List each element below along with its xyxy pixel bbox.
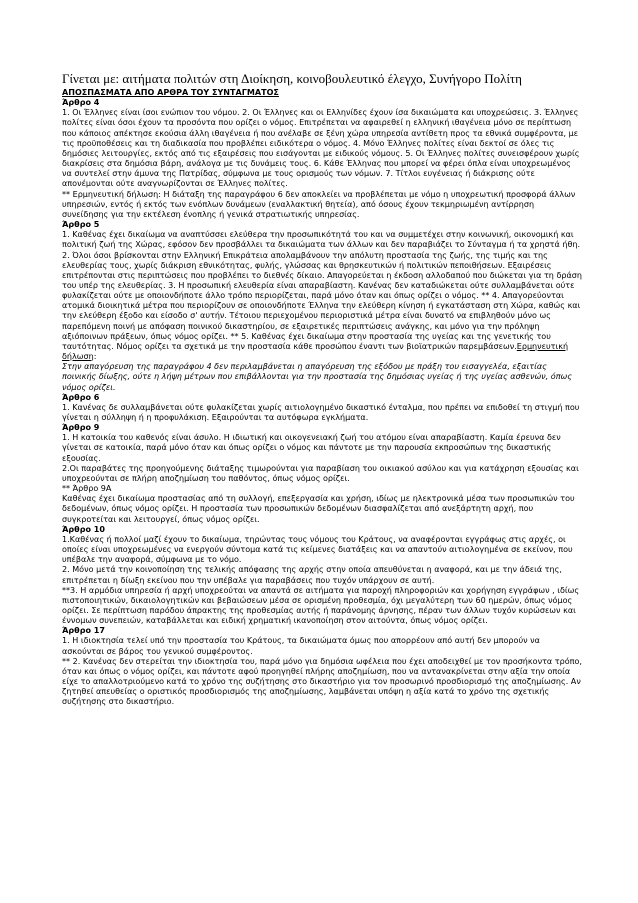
article-5-label: Άρθρο 5 [62, 220, 100, 230]
article-5-note-label: Ερμηνευτική δήλωση [62, 341, 569, 362]
article-5-block: 1. Καθένας έχει δικαίωμα να αναπτύσσει ελεύθερα την προσωπικότητά του και να συμμετέχει στην κοινωνική, οικονομική και πολιτική ζωή της Χώρας, εφόσον δεν προσβάλλει τα δικαιώματα των άλλων και δεν παραβιάζει το Σύνταγμα ή τα χρηστά ήθη. 2. Όλοι όσοι βρίσκονται στην Ελληνική Επικράτεια απολαμβάνουν την απόλυτη προστασία της ζωής, της τιμής και της ελευθερίας τους, χωρίς διάκριση εθνικότητας, φυλής, γλώσσας και θρησκευτικών ή πολιτικών πεποιθήσεων. Εξαιρέσεις επιτρέπονται στις περιπτώσεις που προβλέπει το διεθνές δίκαιο. Απαγορεύεται η έκδοση αλλοδαπού που διώκεται για τη δράση του υπέρ της ελευθερίας. 3. Η προσωπική ελευθερία είναι απαραβίαστη. Κανένας δεν καταδιώκεται ούτε συλλαμβάνεται ούτε φυλακίζεται ούτε με οποιονδήποτε άλλο τρόπο περιορίζεται, παρά μόνο όταν και όπως ορίζει ο νόμος. ** 4. Απαγορεύονται ατομικά διοικητικά μέτρα που περιορίζουν σε οποιονδήποτε Έλληνα την ελεύθερη κίνηση ή εγκατάσταση στη Χώρα, καθώς και την ελεύθερη έξοδο και είσοδο σ' αυτήν. Τέτοιου περιεχομένου περιοριστικά μέτρα είναι δυνατό να επιβληθούν μόνο ως παρεπόμενη ποινή με απόφαση ποινικού δικαστηρίου, σε εξαιρετικές περιπτώσεις ανάγκης, και μόνο για την πρόληψη αξιόποινων πράξεων, όπως νόμος ορίζει. ** 5. Καθένας έχει δικαίωμα στην προστασία της υγείας και της γενετικής του ταυτότητας. Νόμος ορίζει τα σχετικά με την προστασία κάθε προσώπου έναντι των βιοϊατρικών παρεμβάσεων.Ερμηνευτική δήλωση: [62, 230, 582, 362]
article-5-note: Στην απαγόρευση της παραγράφου 4 δεν περιλαμβάνεται η απαγόρευση της εξόδου με πράξη του εισαγγελέα, εξαιτίας ποινικής δίωξης, ούτε η λήψη μέτρων που επιβάλλονται για την προστασία της δημόσιας υγείας ή της υγείας ασθενών, όπως νόμος ορίζει. [62, 362, 573, 392]
article-5-text: 1. Καθένας έχει δικαίωμα να αναπτύσσει ελεύθερα την προσωπικότητά του και να συμμετέχει στην κοινωνική, οικονομική και πολιτική ζωή της Χώρας, εφόσον δεν προσβάλλει τα δικαιώματα των άλλων και δεν παραβιάζει το Σύνταγμα ή τα χρηστά ήθη. 2. Όλοι όσοι βρίσκονται στην Ελληνική Επικράτεια απολαμβάνουν την απόλυτη προστασία της ζωής, της τιμής και της ελευθερίας τους, χωρίς διάκριση εθνικότητας, φυλής, γλώσσας και θρησκευτικών ή πολιτικών πεποιθήσεων. Εξαιρέσεις επιτρέπονται στις περιπτώσεις που προβλέπει το διεθνές δίκαιο. Απαγορεύεται η έκδοση αλλοδαπού που διώκεται για τη δράση του υπέρ της ελευθερίας. 3. Η προσωπική ελευθερία είναι απαραβίαστη. Κανένας δεν καταδιώκεται ούτε συλλαμβάνεται ούτε φυλακίζεται ούτε με οποιονδήποτε άλλο τρόπο περιορίζεται, παρά μόνο όταν και όπως ορίζει ο νόμος. ** 4. Απαγορεύονται ατομικά διοικητικά μέτρα που περιορίζουν σε οποιονδήποτε Έλληνα την ελεύθερη κίνηση ή εγκατάσταση στη Χώρα, καθώς και την ελεύθερη έξοδο και είσοδο σ' αυτήν. Τέτοιου περιεχομένου περιοριστικά μέτρα είναι δυνατό να επιβληθούν μόνο ως παρεπόμενη ποινή με απόφαση ποινικού δικαστηρίου, σε εξαιρετικές περιπτώσεις ανάγκης, και μόνο για την πρόληψη αξιόποινων πράξεων, όπως νόμος ορίζει. ** 5. Καθένας έχει δικαίωμα στην προστασία της υγείας και της γενετικής του ταυτότητας. Νόμος ορίζει τα σχετικά με την προστασία κάθε προσώπου έναντι των βιοϊατρικών παρεμβάσεων. [62, 230, 582, 351]
article-17-text-1: 1. Η ιδιοκτησία τελεί υπό την προστασία του Κράτους, τα δικαιώματα όμως που απορρέουν από αυτή δεν μπορούν να ασκούνται σε βάρος του γενικού συμφέροντος. [62, 636, 540, 656]
article-10-label: Άρθρο 10 [62, 524, 105, 534]
article-9-text-2: 2.Οι παραβάτες της προηγούμενης διάταξης τιμωρούνται για παραβίαση του οικιακού ασύλου και για κατάχρηση εξουσίας και υποχρεούνται σε πλήρη αποζημίωση του παθόντος, όπως νόμος ορίζει. [62, 463, 579, 483]
page-title: Γίνεται με: αιτήματα πολιτών στη Διοίκηση, κοινοβουλευτικό έλεγχο, Συνήγορο Πολίτη [62, 71, 522, 86]
article-9a-label: ** Άρθρο 9Α [62, 484, 112, 494]
article-9-label: Άρθρο 9 [62, 423, 100, 433]
article-10-text-2: 2. Μόνο μετά την κοινοποίηση της τελικής απόφασης της αρχής στην οποία απευθύνεται η αναφορά, και με την άδειά της, επιτρέπεται η δίωξη εκείνου που την υπέβαλε για παραβάσεις που τυχόν υπάρχουν σε αυτή. [62, 565, 562, 585]
article-9-text-1: 1. Η κατοικία του καθενός είναι άσυλο. Η ιδιωτική και οικογενειακή ζωή του ατόμου είναι απαραβίαστη. Καμία έρευνα δεν γίνεται σε κατοικία, παρά μόνο όταν και όπως ορίζει ο νόμος και πάντοτε με την παρουσία εκπροσώπων της δικαστικής εξουσίας. [62, 433, 561, 463]
article-4-note: ** Ερμηνευτική δήλωση: Η διάταξη της παραγράφου 6 δεν αποκλείει να προβλέπεται με νόμο η υποχρεωτική προσφορά άλλων υπηρεσιών, εντός ή εκτός των ενόπλων δυνάμεων (εναλλακτική θητεία), από όσους έχουν τεκμηριωμένη αντίρρηση συνείδησης για την εκτέλεση ένοπλης ή γενικά στρατιωτικής υπηρεσίας. [62, 189, 576, 219]
article-9a-text: Καθένας έχει δικαίωμα προστασίας από τη συλλογή, επεξεργασία και χρήση, ιδίως με ηλεκτρονικά μέσα των προσωπικών του δεδομένων, όπως νόμος ορίζει. Η προστασία των προσωπικών δεδομένων διασφαλίζεται από ανεξάρτητη αρχή, που συγκροτείται και λειτουργεί, όπως νόμος ορίζει. [62, 494, 575, 524]
article-10-text-3: **3. Η αρμόδια υπηρεσία ή αρχή υποχρεούται να απαντά σε αιτήματα για παροχή πληροφοριών και χορήγηση εγγράφων , ιδίως πιστοποιητικών, δικαιολογητικών και βεβαιώσεων μέσα σε ορισμένη προθεσμία, όχι μεγαλύτερη των 60 ημερών, όπως νόμος ορίζει. Σε περίπτωση παρόδου άπρακτης της προθεσμίας αυτής ή παράνομης άρνησης, πέραν των άλλων τυχόν κυρώσεων και έννομων συνεπειών, καταβάλλεται και ειδική χρηματική ικανοποίηση στον αιτούντα, όπως νόμος ορίζει. [62, 585, 580, 626]
article-4-text: 1. Οι Έλληνες είναι ίσοι ενώπιον του νόμου. 2. Οι Έλληνες και οι Ελληνίδες έχουν ίσα δικαιώματα και υποχρεώσεις. 3. Έλληνες πολίτες είναι όσοι έχουν τα προσόντα που ορίζει ο νόμος. Επιτρέπεται να αφαιρεθεί η ελληνική ιθαγένεια μόνο σε περίπτωση που κάποιος απέκτησε εκούσια άλλη ιθαγένεια ή που ανέλαβε σε ξένη χώρα υπηρεσία αντίθετη προς τα εθνικά συμφέροντα, με τις προϋποθέσεις και τη διαδικασία που προβλέπει ειδικότερα ο νόμος. 4. Μόνο Έλληνες πολίτες είναι δεκτοί σε όλες τις δημόσιες λειτουργίες, εκτός από τις εξαιρέσεις που εισάγονται με ειδικούς νόμους. 5. Οι Έλληνες πολίτες συνεισφέρουν χωρίς διακρίσεις στα δημόσια βάρη, ανάλογα με τις δυνάμεις τους. 6. Κάθε Έλληνας που μπορεί να φέρει όπλα είναι υποχρεωμένος να συντελεί στην άμυνα της Πατρίδας, σύμφωνα με τους ορισμούς των νόμων. 7. Τίτλοι ευγένειας ή διάκρισης ούτε απονέμονται ούτε αναγνωρίζονται σε Έλληνες πολίτες. [62, 108, 580, 189]
article-6-text: 1. Κανένας δε συλλαμβάνεται ούτε φυλακίζεται χωρίς αιτιολογημένο δικαστικό ένταλμα, που πρέπει να επιδοθεί τη στιγμή που γίνεται η σύλληψη ή η προφυλάκιση. Εξαιρούνται τα αυτόφωρα εγκλήματα. [62, 402, 580, 422]
document-page [62, 71, 582, 708]
article-17-text-2: ** 2. Κανένας δεν στερείται την ιδιοκτησία του, παρά μόνο για δημόσια ωφέλεια που έχει αποδειχθεί με τον προσήκοντα τρόπο, όταν και όπως ο νόμος ορίζει, και πάντοτε αφού προηγηθεί πλήρης αποζημίωση, που να αντανακρίνεται στην αξία την οποία είχε το απαλλοτριούμενο κατά το χρόνο της συζήτησης στο δικαστήριο για τον προσωρινό προσδιορισμό της αποζημίωσης. Αν ζητηθεί απευθείας ο οριστικός προσδιορισμός της αποζημίωσης, λαμβάνεται υπόψη η αξία κατά το χρόνο της σχετικής συζήτησης στο δικαστήριο. [62, 656, 582, 707]
article-10-text-1: 1.Καθένας ή πολλοί μαζί έχουν το δικαίωμα, τηρώντας τους νόμους του Κράτους, να αναφέρονται εγγράφως στις αρχές, οι οποίες είναι υποχρεωμένες να ενεργούν σύντομα κατά τις κείμενες διατάξεις και να απαντούν αιτιολογημένα σε εκείνον, που υπέβαλε την αναφορά, σύμφωνα με το νόμο. [62, 534, 573, 565]
document-heading: ΑΠΟΣΠΑΣΜΑΤΑ ΑΠΟ ΑΡΘΡΑ ΤΟΥ ΣΥΝΤΑΓΜΑΤΟΣ [62, 88, 279, 97]
article-4-label: Άρθρο 4 [62, 98, 100, 108]
article-17-label: Άρθρο 17 [62, 626, 105, 636]
article-6-label: Άρθρο 6 [62, 392, 100, 402]
